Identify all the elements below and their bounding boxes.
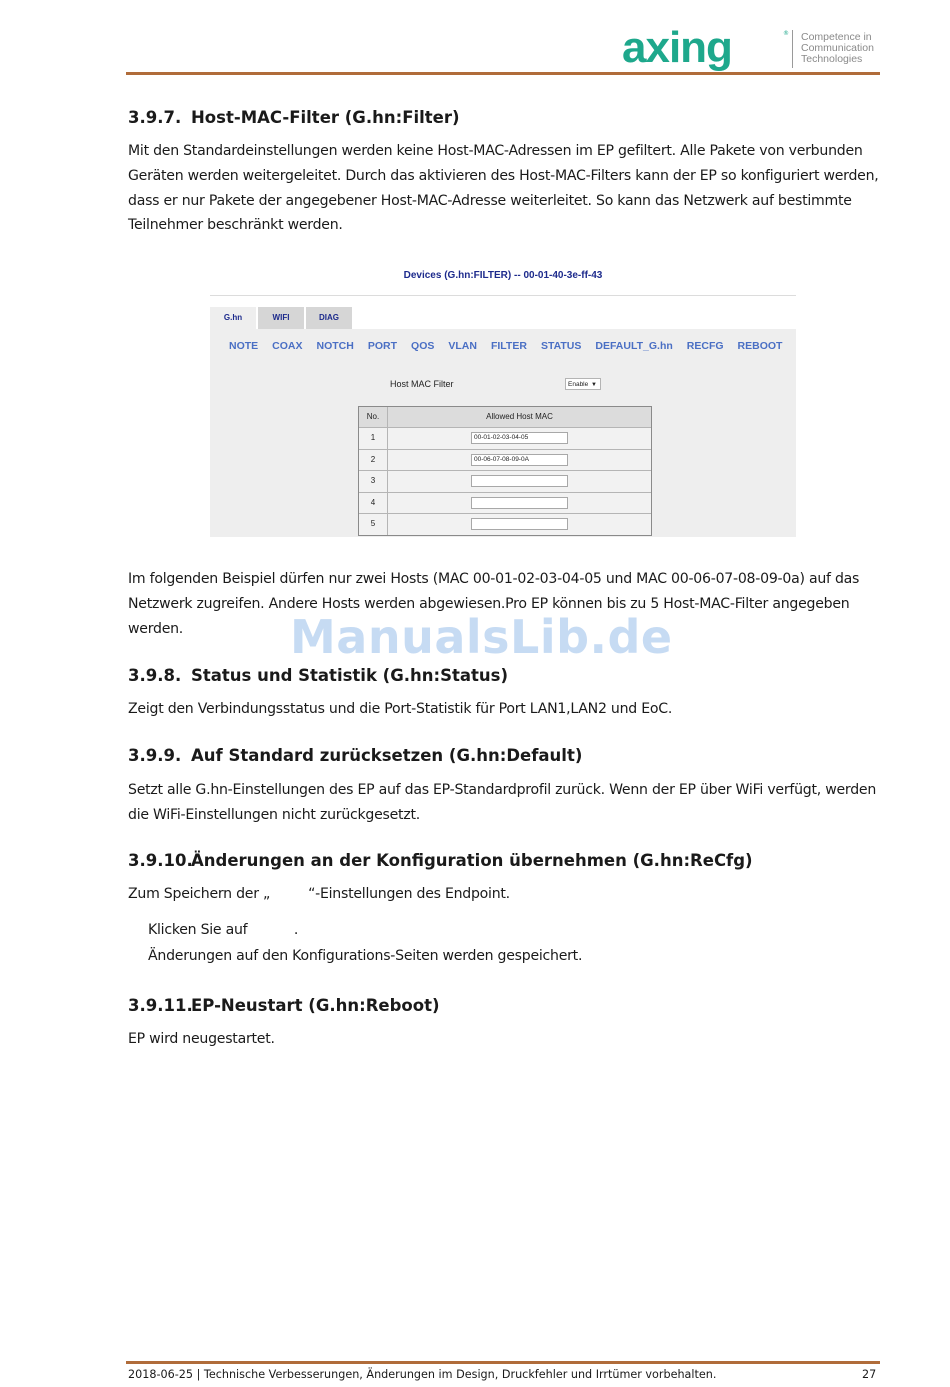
text-line: EP wird neugestartet.	[128, 1031, 275, 1047]
tagline-line: Competence in	[801, 31, 872, 43]
section-number: 3.9.8.	[128, 666, 182, 685]
logo-divider	[792, 30, 793, 68]
table-header-row	[359, 407, 651, 427]
mac-cell	[388, 428, 651, 449]
table-row	[359, 427, 651, 449]
tagline-line: Communication	[801, 42, 874, 54]
mac-cell	[388, 514, 651, 535]
menu-filter[interactable]: FILTER	[490, 340, 527, 352]
table-row	[359, 470, 651, 492]
tab-wifi[interactable]: WIFI	[258, 307, 304, 329]
mac-input[interactable]	[471, 518, 568, 530]
menu-default-ghn[interactable]: DEFAULT_G.hn	[595, 340, 673, 352]
text-line: Im folgenden Beispiel dürfen nur zwei Hosts (MAC 00-01-02-03-04-05 und MAC 00-06-07-08-09-0a) auf das	[128, 571, 860, 587]
text-line: dass er nur Pakete der angegebener Host-MAC-Adresse weiterleitet. So kann das Netzwerk auf bestimmte	[128, 192, 852, 209]
text-line: werden.	[128, 620, 184, 637]
text-line: Zeigt den Verbindungsstatus und die Port-Statistik für Port LAN1,LAN2 und EoC.	[128, 701, 673, 717]
device-tabs	[210, 307, 354, 329]
section-heading-3-9-11	[128, 995, 440, 1017]
mac-input[interactable]: 00-06-07-08-09-0A	[471, 454, 568, 466]
table-row	[359, 492, 651, 514]
axing-logo: axing	[622, 23, 732, 72]
section-title: EP-Neustart (G.hn:Reboot)	[191, 996, 440, 1015]
text-line: Mit den Standardeinstellungen werden keine Host-MAC-Adressen im EP gefiltert. Alle Pakete von verbunden	[128, 143, 863, 159]
section-heading-3-9-8	[128, 665, 508, 687]
menu-reboot[interactable]: REBOOT	[737, 340, 783, 352]
step-click: Klicken Sie auf .	[148, 922, 299, 938]
section-title: Auf Standard zurücksetzen (G.hn:Default)	[191, 746, 583, 765]
column-header-mac: Allowed Host MAC	[486, 412, 553, 421]
section-heading-3-9-9	[128, 745, 582, 767]
menu-status[interactable]: STATUS	[540, 340, 582, 352]
watermark: ManualsLib.de	[290, 610, 673, 664]
paragraph-3-9-9	[128, 778, 878, 828]
text-line: Setzt alle G.hn-Einstellungen des EP auf das EP-Standardprofil zurück. Wenn der EP über WiFi verfügt, werden	[128, 782, 876, 798]
mac-cell	[388, 471, 651, 492]
text-line: Netzwerk zugreifen. Andere Hosts werden abgewiesen.Pro EP können bis zu 5 Host-MAC-Filter angegeben	[128, 595, 850, 612]
logo-registered-mark: ®	[783, 30, 789, 37]
section-heading-3-9-7	[128, 107, 460, 129]
section-title: Änderungen an der Konfiguration übernehmen (G.hn:ReCfg)	[191, 851, 753, 870]
footer-text: 2018-06-25 | Technische Verbesserungen, Änderungen im Design, Druckfehler und Irrtümer vorbehalten.	[128, 1368, 717, 1381]
tagline-line: Technologies	[801, 53, 863, 65]
mac-cell	[388, 493, 651, 514]
select-value: Enable	[568, 381, 589, 388]
mac-input[interactable]	[471, 497, 568, 509]
mac-input[interactable]	[471, 475, 568, 487]
chevron-down-icon: ▼	[591, 382, 597, 388]
text-line: die WiFi-Einstellungen nicht zurückgesetzt.	[128, 806, 420, 823]
tab-ghn[interactable]: G.hn	[210, 307, 256, 329]
page-number: 27	[862, 1368, 877, 1381]
column-header-no: No.	[359, 407, 388, 427]
text-line: Teilnehmer beschränkt werden.	[128, 217, 343, 234]
host-mac-filter-select[interactable]	[565, 378, 601, 390]
row-number: 4	[359, 493, 388, 514]
table-row	[359, 449, 651, 471]
section-title: Status und Statistik (G.hn:Status)	[191, 666, 509, 685]
section-number: 3.9.7.	[128, 108, 182, 127]
menu-coax[interactable]: COAX	[272, 340, 303, 352]
row-number: 2	[359, 450, 388, 471]
table-row	[359, 513, 651, 535]
paragraph-3-9-11	[128, 1027, 878, 1052]
header-rule	[126, 72, 880, 75]
menu-port[interactable]: PORT	[367, 340, 398, 352]
paragraph-3-9-8	[128, 697, 878, 722]
paragraph-3-9-7	[128, 139, 878, 238]
section-number: 3.9.11.	[128, 996, 193, 1015]
footer-rule	[126, 1361, 880, 1364]
allowed-mac-table	[358, 406, 652, 536]
host-mac-filter-label: Host MAC Filter	[390, 379, 454, 389]
menu-notch[interactable]: NOTCH	[316, 340, 354, 352]
row-number: 1	[359, 428, 388, 449]
tab-diag[interactable]: DIAG	[306, 307, 352, 329]
row-number: 5	[359, 514, 388, 535]
menu-qos[interactable]: QOS	[411, 340, 435, 352]
step-result: Änderungen auf den Konfigurations-Seiten werden gespeichert.	[148, 948, 583, 964]
tagline	[801, 32, 891, 65]
section-number: 3.9.9.	[128, 746, 182, 765]
device-title-rule	[210, 295, 796, 296]
section-title: Host-MAC-Filter (G.hn:Filter)	[191, 108, 460, 127]
row-number: 3	[359, 471, 388, 492]
menu-vlan[interactable]: VLAN	[448, 340, 477, 352]
mac-cell	[388, 450, 651, 471]
text-line: Geräten werden weitergeleitet. Durch das aktivieren des Host-MAC-Filters kann der EP so konfiguriert werden,	[128, 167, 879, 184]
section-heading-3-9-10	[128, 850, 753, 872]
menu-recfg[interactable]: RECFG	[686, 340, 724, 352]
section-number: 3.9.10.	[128, 851, 193, 870]
ghn-menu	[222, 340, 789, 352]
paragraph-3-9-10-intro: Zum Speichern der „ “-Einstellungen des Endpoint.	[128, 886, 510, 902]
menu-note[interactable]: NOTE	[229, 340, 259, 352]
mac-input[interactable]: 00-01-02-03-04-05	[471, 432, 568, 444]
device-page-title: Devices (G.hn:FILTER) -- 00-01-40-3e-ff-43	[403, 270, 603, 281]
